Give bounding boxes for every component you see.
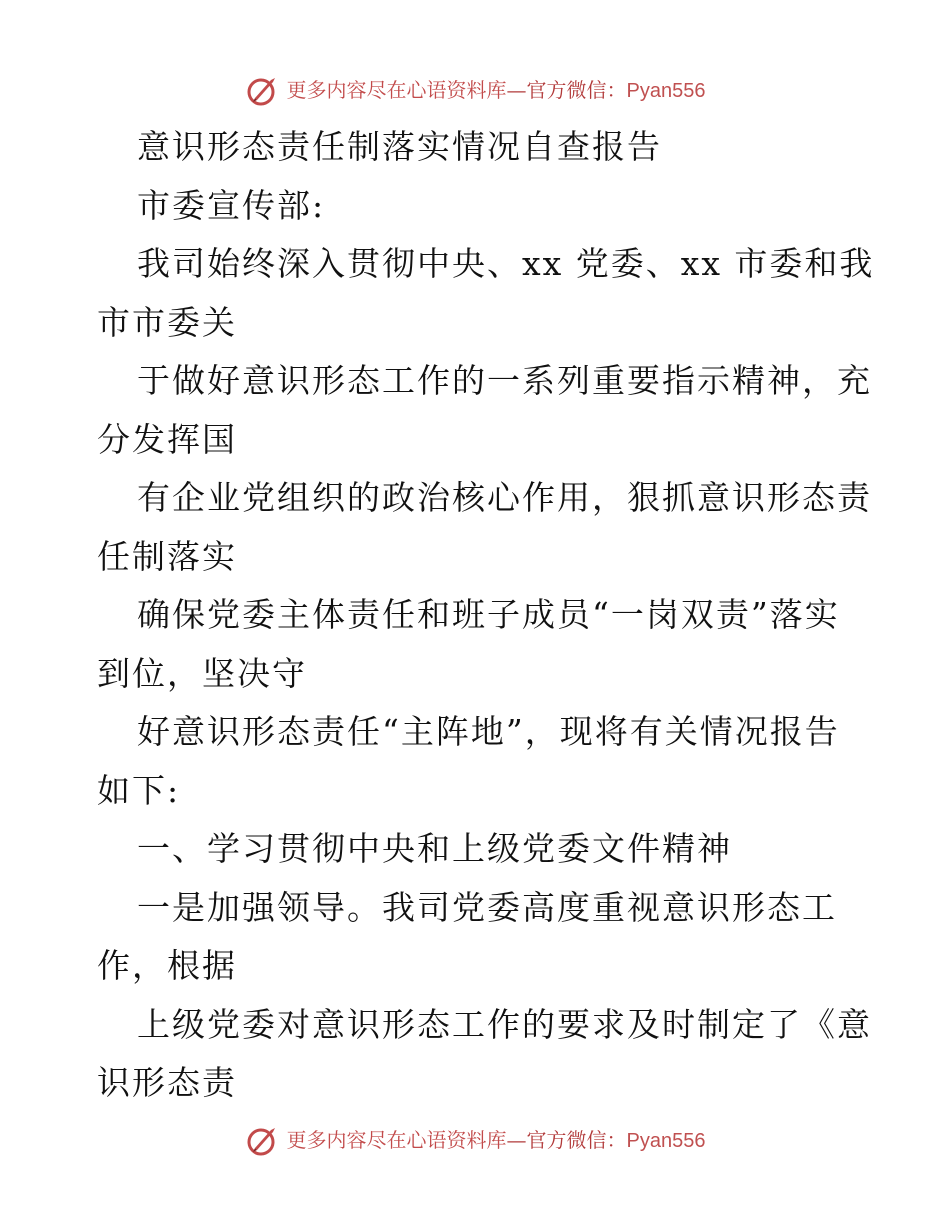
document-line: 市委宣传部: (137, 185, 326, 225)
document-line: 分发挥国 (97, 419, 237, 459)
watermark-wechat-id: Pyan556 (626, 79, 706, 102)
watermark-suffix-text: 官方微信： (526, 77, 627, 102)
document-line: 一是加强领导。我司党委高度重视意识形态工 (137, 887, 837, 927)
document-line: 好意识形态责任“主阵地”，现将有关情况报告 (137, 712, 840, 751)
document-body (97, 118, 875, 1113)
footer-watermark (0, 1120, 950, 1160)
quill-logo-icon (245, 1122, 281, 1158)
document-line: 有企业党组织的政治核心作用，狠抓意识形态责 (137, 478, 872, 517)
watermark-separator: — (506, 77, 527, 102)
document-line: 作，根据 (97, 946, 237, 985)
document-line: 识形态责 (97, 1063, 237, 1102)
watermark-main-text: 更多内容尽在心语资料库 (286, 1127, 507, 1152)
document-line: 一、学习贯彻中央和上级党委文件精神 (137, 829, 732, 868)
document-line: 于做好意识形态工作的一系列重要指示精神，充 (137, 361, 872, 400)
watermark-suffix-text: 官方微信： (526, 1127, 627, 1152)
watermark-main-text: 更多内容尽在心语资料库 (286, 77, 507, 102)
document-line: 上级党委对意识形态工作的要求及时制定了《意 (137, 1004, 872, 1044)
document-line: 市市委关 (97, 302, 237, 342)
document-line: 如下: (97, 770, 181, 810)
watermark-wechat-id: Pyan556 (626, 1129, 706, 1152)
watermark-separator: — (506, 1127, 527, 1152)
watermark-text (286, 77, 706, 102)
document-line: 确保党委主体责任和班子成员“一岗双责”落实 (137, 595, 840, 634)
quill-logo-icon (245, 72, 281, 108)
watermark-text (286, 1127, 706, 1152)
document-line: 到位，坚决守 (97, 653, 307, 693)
document-line: 意识形态责任制落实情况自查报告 (137, 127, 662, 166)
document-line: 任制落实 (97, 536, 237, 576)
header-watermark (0, 70, 950, 110)
document-line: 我司始终深入贯彻中央、xx 党委、xx 市委和我 (137, 244, 875, 283)
